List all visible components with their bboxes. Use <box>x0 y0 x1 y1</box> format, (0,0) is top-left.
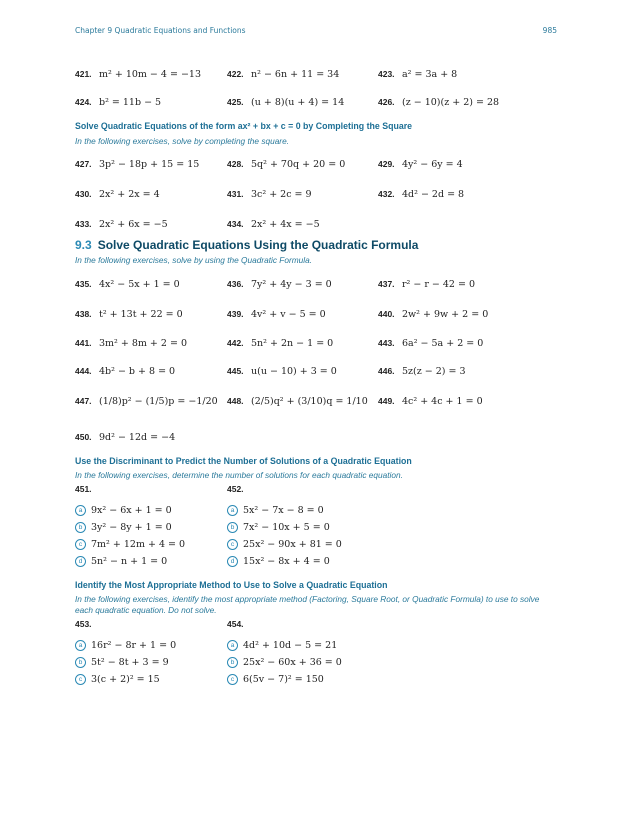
equation: 6(5v − 7)² = 150 <box>243 674 324 685</box>
problem-number: 426. <box>378 97 395 107</box>
problem <box>227 302 326 321</box>
section-heading-completing-square: Solve Quadratic Equations of the form ax² + bx + c = 0 by Completing the Square <box>75 121 413 131</box>
equation: (2/5)q² + (3/10)q = 1/10 <box>251 396 368 407</box>
choice-marker: d <box>227 556 238 567</box>
problem-number: 452. <box>227 484 244 494</box>
page-number: 985 <box>542 26 557 35</box>
problem <box>227 182 312 201</box>
problem <box>227 90 344 109</box>
choice-marker: a <box>227 505 238 516</box>
problem <box>227 389 368 408</box>
problem-number: 428. <box>227 159 244 169</box>
problem-number: 429. <box>378 159 395 169</box>
section-instruction-quadratic-formula: In the following exercises, solve by using the Quadratic Formula. <box>75 255 313 265</box>
equation: 4d² + 10d − 5 = 21 <box>243 640 338 651</box>
choice-item <box>75 549 167 568</box>
choice-item <box>227 667 324 686</box>
problem-number: 444. <box>75 366 92 376</box>
problem-number: 434. <box>227 219 244 229</box>
equation: u(u − 10) + 3 = 0 <box>251 366 337 377</box>
choice-marker: b <box>227 522 238 533</box>
problem-number: 442. <box>227 338 244 348</box>
equation: a² = 3a + 8 <box>402 69 458 80</box>
problem-number: 431. <box>227 189 244 199</box>
problem-number: 423. <box>378 69 395 79</box>
problem <box>227 62 339 81</box>
equation: 3y² − 8y + 1 = 0 <box>91 522 172 533</box>
equation: 4b² − b + 8 = 0 <box>99 366 176 377</box>
choice-marker: c <box>75 674 86 685</box>
problem-row <box>75 302 555 324</box>
choice-item <box>75 667 160 686</box>
problem-row <box>75 212 555 234</box>
choice-marker: c <box>227 674 238 685</box>
problem-row <box>75 182 555 204</box>
problem <box>75 182 160 201</box>
problem <box>378 62 457 81</box>
problem-number: 446. <box>378 366 395 376</box>
problem-number: 443. <box>378 338 395 348</box>
section-instruction-method: In the following exercises, identify the most appropriate method (Factoring, Square Root, or Quadratic Formula) to use to solve each quadratic equation. Do not solve. <box>75 594 540 615</box>
problem-row <box>75 359 555 381</box>
choice-marker: d <box>75 556 86 567</box>
equation: 4v² + v − 5 = 0 <box>251 309 326 320</box>
problem-number: 436. <box>227 279 244 289</box>
problem-number: 447. <box>75 396 92 406</box>
equation: 5x² − 7x − 8 = 0 <box>243 505 324 516</box>
choice-marker: b <box>75 522 86 533</box>
choice-marker: c <box>75 539 86 550</box>
equation: 2x² + 4x = −5 <box>251 219 320 230</box>
equation: n² − 6n + 11 = 34 <box>251 69 340 80</box>
equation: 25x² − 90x + 81 = 0 <box>243 539 342 550</box>
equation: 7y² + 4y − 3 = 0 <box>251 279 332 290</box>
problem <box>378 302 488 321</box>
equation: (z − 10)(z + 2) = 28 <box>402 97 500 108</box>
chapter-title: Chapter 9 Quadratic Equations and Functions <box>75 26 246 35</box>
equation: 2w² + 9w + 2 = 0 <box>402 309 489 320</box>
problem <box>75 425 175 444</box>
problem-number: 427. <box>75 159 92 169</box>
equation: 3c² + 2c = 9 <box>251 189 312 200</box>
section-heading-discriminant: Use the Discriminant to Predict the Number of Solutions of a Quadratic Equation <box>75 456 412 466</box>
problem-number: 432. <box>378 189 395 199</box>
problem <box>75 302 183 321</box>
problem <box>227 272 332 291</box>
problem-row <box>75 331 555 353</box>
problem <box>378 272 475 291</box>
problem <box>227 359 337 378</box>
section-instruction-discriminant: In the following exercises, determine the number of solutions for each quadratic equation. <box>75 470 403 480</box>
problem-number: 424. <box>75 97 92 107</box>
equation: (1/8)p² − (1/5)p = −1/20 <box>99 396 218 407</box>
problem-451 <box>75 484 215 574</box>
problem <box>227 212 320 231</box>
equation: t² + 13t + 22 = 0 <box>99 309 183 320</box>
problem-number: 449. <box>378 396 395 406</box>
problem <box>378 331 483 350</box>
problem <box>378 152 463 171</box>
equation: 5q² + 70q + 20 = 0 <box>251 159 346 170</box>
equation: 7x² − 10x + 5 = 0 <box>243 522 330 533</box>
problem <box>227 152 345 171</box>
equation: m² + 10m − 4 = −13 <box>99 69 202 80</box>
choice-marker: c <box>227 539 238 550</box>
equation: 2x² + 6x = −5 <box>99 219 168 230</box>
equation: 4x² − 5x + 1 = 0 <box>99 279 180 290</box>
choice-item <box>227 549 330 568</box>
section-9-3-heading <box>75 238 418 252</box>
section-title: Solve Quadratic Equations Using the Quadratic Formula <box>97 238 419 252</box>
problem-row <box>75 272 555 294</box>
choice-marker: b <box>75 657 86 668</box>
problem-row <box>75 389 555 411</box>
choice-marker: a <box>75 640 86 651</box>
problem <box>75 272 180 291</box>
equation: 4y² − 6y = 4 <box>402 159 463 170</box>
equation: 4c² + 4c + 1 = 0 <box>402 396 483 407</box>
equation: 3m² + 8m + 2 = 0 <box>99 338 188 349</box>
problem-row <box>75 90 555 112</box>
problem-row <box>75 425 555 447</box>
equation: 9d² − 12d = −4 <box>99 432 176 443</box>
problem-number: 437. <box>378 279 395 289</box>
equation: b² = 11b − 5 <box>99 97 162 108</box>
equation: 3p² − 18p + 15 = 15 <box>99 159 200 170</box>
problem <box>75 62 201 81</box>
problem-452 <box>227 484 377 574</box>
equation: 5t² − 8t + 3 = 9 <box>91 657 169 668</box>
equation: 15x² − 8x + 4 = 0 <box>243 556 330 567</box>
problem <box>75 331 187 350</box>
problem-number: 435. <box>75 279 92 289</box>
equation: r² − r − 42 = 0 <box>402 279 476 290</box>
problem-number: 439. <box>227 309 244 319</box>
equation: 6a² − 5a + 2 = 0 <box>402 338 484 349</box>
problem <box>75 359 175 378</box>
equation: 4d² − 2d = 8 <box>402 189 465 200</box>
problem-number: 430. <box>75 189 92 199</box>
problem-number: 450. <box>75 432 92 442</box>
problem-number: 454. <box>227 619 244 629</box>
equation: 5n² + 2n − 1 = 0 <box>251 338 334 349</box>
problem <box>227 331 333 350</box>
problem-number: 422. <box>227 69 244 79</box>
equation: 7m² + 12m + 4 = 0 <box>91 539 186 550</box>
problem <box>75 152 199 171</box>
problem <box>75 90 161 109</box>
equation: 25x² − 60x + 36 = 0 <box>243 657 342 668</box>
problem-number: 433. <box>75 219 92 229</box>
problem <box>75 389 218 408</box>
equation: 16r² − 8r + 1 = 0 <box>91 640 177 651</box>
problem <box>75 212 168 231</box>
problem-row <box>75 62 555 84</box>
problem <box>378 359 466 378</box>
problem-453 <box>75 619 215 689</box>
equation: (u + 8)(u + 4) = 14 <box>251 97 345 108</box>
problem-number: 425. <box>227 97 244 107</box>
section-instruction-completing-square: In the following exercises, solve by completing the square. <box>75 136 289 146</box>
choice-marker: b <box>227 657 238 668</box>
problem-number: 453. <box>75 619 92 629</box>
problem-row <box>75 152 555 174</box>
problem-number: 441. <box>75 338 92 348</box>
equation: 2x² + 2x = 4 <box>99 189 160 200</box>
problem <box>378 90 499 109</box>
choice-marker: a <box>227 640 238 651</box>
section-heading-method: Identify the Most Appropriate Method to Use to Solve a Quadratic Equation <box>75 580 388 590</box>
equation: 5n² − n + 1 = 0 <box>91 556 168 567</box>
choice-marker: a <box>75 505 86 516</box>
problem-number: 451. <box>75 484 92 494</box>
problem-number: 440. <box>378 309 395 319</box>
section-number: 9.3 <box>75 238 92 252</box>
problem <box>378 389 483 408</box>
problem-454 <box>227 619 377 689</box>
equation: 9x² − 6x + 1 = 0 <box>91 505 172 516</box>
problem-number: 421. <box>75 69 92 79</box>
problem-number: 438. <box>75 309 92 319</box>
problem <box>378 182 464 201</box>
problem-number: 445. <box>227 366 244 376</box>
equation: 3(c + 2)² = 15 <box>91 674 160 685</box>
problem-number: 448. <box>227 396 244 406</box>
equation: 5z(z − 2) = 3 <box>402 366 466 377</box>
